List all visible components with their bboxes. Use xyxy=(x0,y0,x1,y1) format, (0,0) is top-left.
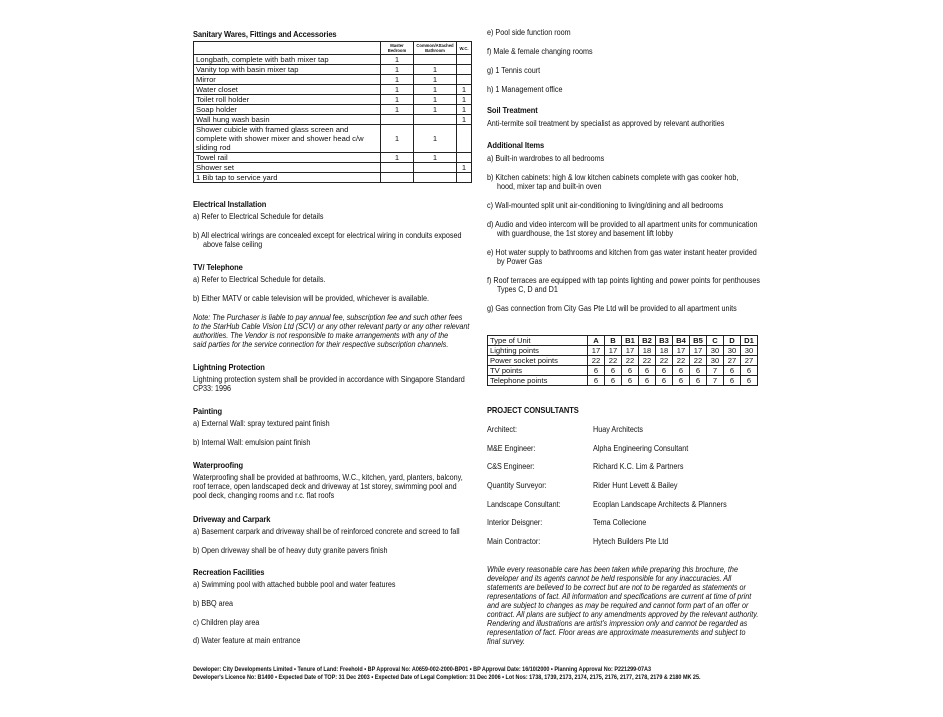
points-table xyxy=(487,335,758,386)
consultant-role: Interior Deisgner: xyxy=(487,518,543,527)
sanitary-header-row xyxy=(194,42,472,55)
additional-d1: d) Audio and video intercom will be provided to all apartment units for communication xyxy=(487,220,758,229)
lightning-line-1: Lightning protection system shall be provided in accordance with Singapore Standard xyxy=(193,375,465,384)
disclaimer-line: Rendering and illustrations are artist's impression only and cannot be regarded as xyxy=(487,619,748,628)
painting-a: a) External Wall: spray textured paint finish xyxy=(193,419,330,428)
additional-a: a) Built-in wardrobes to all bedrooms xyxy=(487,154,605,163)
footer-line-1: Developer: City Developments Limited • Tenure of Land: Freehold • BP Approval No: A0659-002-2000-BP01 • BP Approval Date: 16/10/2000 • Planning Approval No: P221299-07A3 xyxy=(193,666,651,673)
consultant-name: Alpha Engineering Consultant xyxy=(593,444,689,453)
table-row: Mirror 1 1 xyxy=(194,75,472,85)
tv-heading: TV/ Telephone xyxy=(193,263,243,272)
table-row: Longbath, complete with bath mixer tap 1 xyxy=(194,55,472,65)
points-header-row: Type of Unit A B B1 B2 B3 B4 B5 C D D1 xyxy=(488,336,758,346)
waterproofing-line-3: pool deck, changing rooms and r.c. flat roofs xyxy=(193,491,335,500)
additional-b2: hood, mixer tap and built-in oven xyxy=(497,182,602,191)
table-row: 1 Bib tap to service yard xyxy=(194,173,472,183)
table-row: Towel rail 1 1 xyxy=(194,153,472,163)
table-row: Vanity top with basin mixer tap 1 1 xyxy=(194,65,472,75)
disclaimer-line: representations of fact. All information and specifications are current at time of print xyxy=(487,592,752,601)
table-row: Soap holder 1 1 1 xyxy=(194,105,472,115)
additional-d2: with guardhouse, the 1st storey and basement lift lobby xyxy=(497,229,674,238)
additional-b1: b) Kitchen cabinets: high & low kitchen cabinets complete with gas cooker hob, xyxy=(487,173,739,182)
consultant-name: Huay Architects xyxy=(593,425,644,434)
table-row: Water closet 1 1 1 xyxy=(194,85,472,95)
tv-b: b) Either MATV or cable television will be provided, whichever is available. xyxy=(193,294,429,303)
additional-c: c) Wall-mounted split unit air-conditioning to living/dining and all bedrooms xyxy=(487,201,724,210)
table-row: Power socket points 22 22 22 22 22 22 22 30 27 27 xyxy=(488,356,758,366)
disclaimer-line: final survey. xyxy=(487,637,525,646)
table-row: Telephone points 6 6 6 6 6 6 6 7 6 6 xyxy=(488,376,758,386)
sanitary-heading: Sanitary Wares, Fittings and Accessories xyxy=(193,30,337,39)
disclaimer-line: representation of fact. Floor areas are approximate measurements and subject to xyxy=(487,628,746,637)
table-row: Shower set 1 xyxy=(194,163,472,173)
consultant-role: Main Contractor: xyxy=(487,537,541,546)
recreation-c: c) Children play area xyxy=(193,618,260,627)
additional-g: g) Gas connection from City Gas Pte Ltd will be provided to all apartment units xyxy=(487,304,737,313)
lightning-heading: Lightning Protection xyxy=(193,363,265,372)
consultant-role: M&E Engineer: xyxy=(487,444,536,453)
painting-heading: Painting xyxy=(193,407,222,416)
table-row: Wall hung wash basin 1 xyxy=(194,115,472,125)
driveway-b: b) Open driveway shall be of heavy duty granite pavers finish xyxy=(193,546,388,555)
recreation-f: f) Male & female changing rooms xyxy=(487,47,593,56)
footer-line-2: Developer's Licence No: B1490 • Expected Date of TOP: 31 Dec 2003 • Expected Date of Legal Completion: 31 Dec 2006 • Lot Nos: 1738, 1739, 2173, 2174, 2175, 2176, 2177, 2178, 2179 & 2180 MK 25. xyxy=(193,674,701,681)
waterproofing-line-2: roof terrace, open landscaped deck and driveway at 1st storey, swimming pool and xyxy=(193,482,457,491)
disclaimer-line: contract. All plans are subject to any amendments approved by the relevant authority. xyxy=(487,610,759,619)
consultant-role: C&S Engineer: xyxy=(487,462,535,471)
table-row: TV points 6 6 6 6 6 6 6 7 6 6 xyxy=(488,366,758,376)
disclaimer-line: and are subject to changes as may be required and cannot form part of an offer or xyxy=(487,601,749,610)
additional-f2: Types C, D and D1 xyxy=(497,285,558,294)
recreation-a: a) Swimming pool with attached bubble pool and water features xyxy=(193,580,396,589)
consultant-name: Hytech Builders Pte Ltd xyxy=(593,537,669,546)
electrical-b1: b) All electrical wirings are concealed except for electrical wiring in conduits exposed xyxy=(193,231,462,240)
table-row: Shower cubicle with framed glass screen and complete with shower mixer and shower head c/w sliding rod 1 1 xyxy=(194,125,472,153)
consultant-name: Ecoplan Landscape Architects & Planners xyxy=(593,500,727,509)
additional-e1: e) Hot water supply to bathrooms and kitchen from gas water instant heater provided xyxy=(487,248,757,257)
disclaimer-line: statements are believed to be correct but are not to be regarded as statements or xyxy=(487,583,746,592)
painting-b: b) Internal Wall: emulsion paint finish xyxy=(193,438,311,447)
lightning-line-2: CP33: 1996 xyxy=(193,384,232,393)
consultant-role: Quantity Surveyor: xyxy=(487,481,547,490)
table-row: Lighting points 17 17 17 18 18 17 17 30 30 30 xyxy=(488,346,758,356)
col-wc: W.C. xyxy=(457,42,472,55)
consultant-role: Landscape Consultant: xyxy=(487,500,561,509)
recreation-b: b) BBQ area xyxy=(193,599,234,608)
electrical-b2: above false ceiling xyxy=(203,240,263,249)
driveway-a: a) Basement carpark and driveway shall be of reinforced concrete and screed to fall xyxy=(193,527,460,536)
waterproofing-heading: Waterproofing xyxy=(193,461,243,470)
tv-a: a) Refer to Electrical Schedule for details. xyxy=(193,275,326,284)
waterproofing-line-1: Waterproofing shall be provided at bathrooms, W.C., kitchen, yard, planters, balcony, xyxy=(193,473,463,482)
tv-note-3: authorities. The Vendor is not responsible to make arrangements with any of the xyxy=(193,331,449,340)
disclaimer-line: While every reasonable care has been taken while preparing this brochure, the xyxy=(487,565,738,574)
tv-note-2: to the StarHub Cable Vision Ltd (SCV) or any other relevant party or any other relevant xyxy=(193,322,470,331)
additional-f1: f) Roof terraces are equipped with tap points lighting and power points for penthouses xyxy=(487,276,760,285)
consultant-name: Richard K.C. Lim & Partners xyxy=(593,462,684,471)
electrical-heading: Electrical Installation xyxy=(193,200,267,209)
recreation-g: g) 1 Tennis court xyxy=(487,66,541,75)
driveway-heading: Driveway and Carpark xyxy=(193,515,271,524)
consultant-name: Tema Collecione xyxy=(593,518,647,527)
electrical-a: a) Refer to Electrical Schedule for details xyxy=(193,212,324,221)
additional-e2: by Power Gas xyxy=(497,257,543,266)
additional-heading: Additional Items xyxy=(487,141,545,150)
tv-note-1: Note: The Purchaser is liable to pay annual fee, subscription fee and such other fees xyxy=(193,313,463,322)
col-master-bedroom: Master Bedroom xyxy=(381,42,414,55)
recreation-h: h) 1 Management office xyxy=(487,85,563,94)
consultants-heading: PROJECT CONSULTANTS xyxy=(487,406,579,415)
consultant-role: Architect: xyxy=(487,425,518,434)
sanitary-table xyxy=(193,41,472,183)
table-row: Toilet roll holder 1 1 1 xyxy=(194,95,472,105)
recreation-heading: Recreation Facilities xyxy=(193,568,265,577)
consultant-name: Rider Hunt Levett & Bailey xyxy=(593,481,678,490)
disclaimer-line: developer and its agents cannot be held responsible for any inaccuracies. All xyxy=(487,574,732,583)
soil-heading: Soil Treatment xyxy=(487,106,538,115)
recreation-d: d) Water feature at main entrance xyxy=(193,636,301,645)
soil-text: Anti-termite soil treatment by specialist as approved by relevant authorities xyxy=(487,119,725,128)
recreation-e: e) Pool side function room xyxy=(487,28,571,37)
tv-note-4: said parties for the service connection for their respective subscription channels. xyxy=(193,340,449,349)
col-common-bathroom: Common/Attached Bathroom xyxy=(414,42,457,55)
